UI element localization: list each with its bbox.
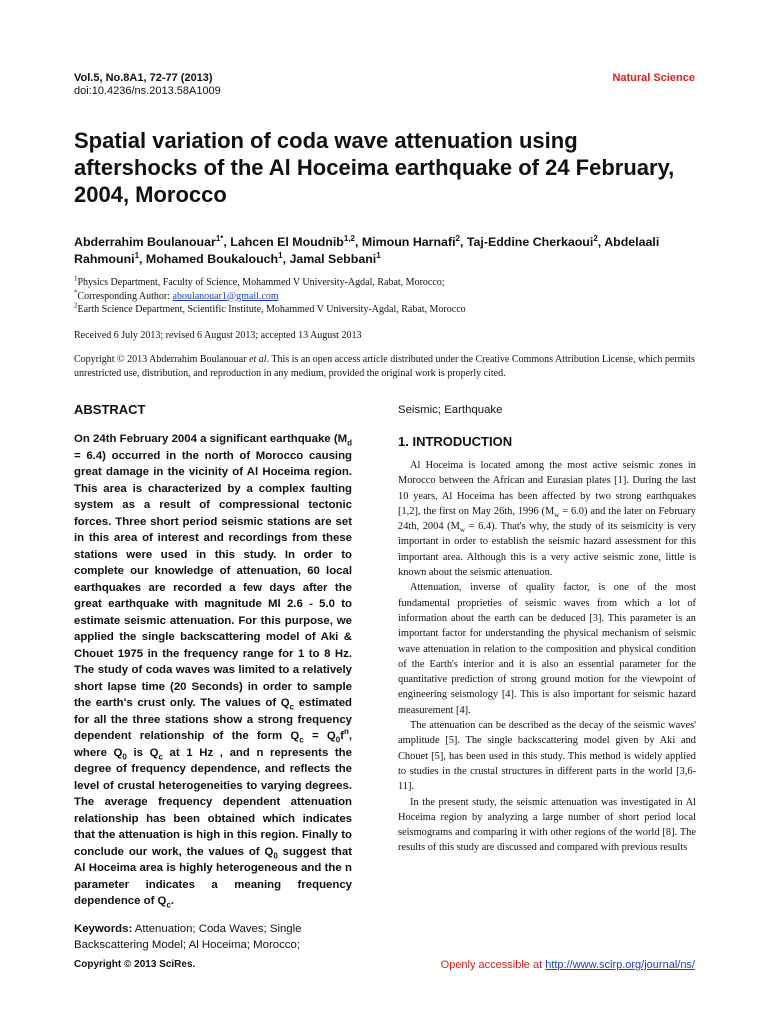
author-affil-mark: 1,2 bbox=[343, 233, 355, 243]
abstract-text: = Q bbox=[303, 730, 336, 742]
license-text: . This is an open access article distributed under the Creative Commons Attribution License, which permits unrestricted use, distribution, and reproduction in any medium, provided the original work is properly cited. bbox=[74, 354, 695, 379]
paragraph: The attenuation can be described as the decay of the seismic waves' amplitude [5]. The single backscattering model given by Aki and Chouet [5], has been used in this study. This method is widely applied to studies in the crustal structures in different parts in the world [3,6-11]. bbox=[398, 720, 696, 793]
author-affil-mark: 1* bbox=[215, 233, 224, 243]
abstract-text: . bbox=[170, 895, 175, 907]
affil-text: Earth Science Department, Scientific Institute, Mohammed V University-Agdal, Rabat, Morocco bbox=[77, 304, 466, 315]
author-affil-mark: 1 bbox=[134, 250, 140, 260]
author-affil-mark: 2 bbox=[455, 233, 460, 243]
footer-copyright: Copyright © 2013 SciRes. bbox=[74, 959, 196, 970]
affiliation-2 bbox=[74, 303, 700, 317]
abstract-text: estimated for all the three stations show a strong frequency dependent relationship of the form Q bbox=[74, 697, 352, 742]
superscript: n bbox=[343, 727, 349, 737]
abstract-text: suggest that Al Hoceima area is highly heterogeneous and the n parameter indicates a meaning frequency dependence of Q bbox=[74, 845, 352, 907]
introduction-heading: 1. INTRODUCTION bbox=[398, 434, 513, 449]
abstract-text: = 6.4) occurred in the north of Morocco causing great damage in the vicinity of Al Hoceima region. This area is characterized by a complex faulting system as a result of compressional tectonic forces. Three short period seismic stations are set in this area of interest and recordings from these stations were used in this study. In order to complete our knowledge of attenuation, 60 local earthquakes are recorded a few days after the great earthquake with magnitude Ml 2.6 - 5.0 to estimate seismic attenuation. For this purpose, we applied the single backscattering model of Aki & Chouet 1975 in the frequency range for 1 to 8 Hz. The study of coda waves was limited to a relatively short lapse time (20 Seconds) in order to sample the earth's crust only. The values of Q bbox=[74, 449, 352, 709]
subscript: c bbox=[158, 751, 163, 761]
email-link[interactable]: aboulanouar1@gmail.com bbox=[172, 290, 279, 302]
abstract-text: , where Q bbox=[74, 730, 353, 759]
subscript: d bbox=[347, 438, 352, 448]
affil-text: Physics Department, Faculty of Science, Mohammed V University-Agdal, Rabat, Morocco; bbox=[77, 277, 445, 288]
affil-mark: * bbox=[74, 288, 78, 297]
subscript: c bbox=[166, 900, 171, 910]
journal-name: Natural Science bbox=[612, 72, 695, 84]
author-affil-mark: 1 bbox=[376, 250, 381, 260]
keywords-label: Keywords: bbox=[74, 922, 133, 935]
right-column bbox=[398, 402, 696, 856]
subscript: c bbox=[289, 702, 295, 712]
subscript: w bbox=[459, 526, 465, 535]
open-access-text: Openly accessible at bbox=[440, 959, 546, 971]
keywords-continued: Seismic; Earthquake bbox=[398, 404, 503, 416]
author-name: Lahcen El Moudnib bbox=[230, 235, 344, 249]
copyright-notice bbox=[74, 353, 700, 380]
author-name: Jamal Sebbani bbox=[289, 252, 377, 266]
affiliations bbox=[74, 276, 700, 317]
volume-info: Vol.5, No.8A1, 72-77 (2013) bbox=[74, 72, 213, 84]
introduction-body bbox=[398, 458, 696, 856]
affil-mark: 2 bbox=[74, 301, 78, 310]
subscript: 0 bbox=[122, 751, 127, 761]
footer-access bbox=[441, 959, 695, 971]
subscript: 0 bbox=[335, 735, 341, 745]
paragraph: In the present study, the seismic attenuation was investigated in Al Hoceima region by analyzing a large number of short period local seismograms and comparing it with other regions of the world [8]. The results of this study are discussed and compared with previous results bbox=[398, 796, 696, 854]
author-list: Abderrahim Boulanouar$^{1*}$, Lahcen El Moudnib$^{1,2}$, Mimoun Harnafi$^2$, Taj-Eddine Cherkaoui$^2$, Abdelaali Rahmouni$^1$, Mohamed Boukalouch$^1$, Jamal Sebbani$^1$ bbox=[74, 233, 660, 266]
author-name: Abdelaali Rahmouni bbox=[74, 235, 660, 266]
doi: doi:10.4236/ns.2013.58A1009 bbox=[74, 85, 221, 97]
abstract-text: is Q bbox=[126, 746, 159, 759]
copyright-text: Copyright © 2013 Abderrahim Boulanouar bbox=[74, 354, 250, 365]
affil-mark: 1 bbox=[74, 274, 78, 283]
author-name: Abderrahim Boulanouar bbox=[74, 235, 216, 249]
paragraph-text: = 6.4). That's why, the study of its seismicity is very important in order to establish the seismic hazard assessment for this important area. Although this is a very active seismic zone, little is known about the seismic attenuation. bbox=[398, 521, 696, 579]
paragraph-text: Al Hoceima is located among the most active seismic zones in Morocco between the African and Eurasian plates [1]. During the last 10 years, Al Hoceima has been affected by two strong earthquakes [1,2], the first on May 26th, 1996 (M bbox=[398, 460, 696, 517]
author-name: Mimoun Harnafi bbox=[361, 235, 456, 249]
affiliation-1 bbox=[74, 276, 700, 290]
left-column bbox=[74, 402, 352, 954]
abstract-text: On 24th February 2004 a significant earthquake (M bbox=[74, 433, 348, 445]
subscript: 0 bbox=[273, 850, 278, 860]
journal-url-link[interactable]: http://www.scirp.org/journal/ns/ bbox=[545, 959, 695, 971]
author-name: Mohamed Boukalouch bbox=[145, 252, 279, 266]
abstract-text: at 1 Hz , and n represents the degree of frequency dependence, and reflects the level of crustal heterogeneities to varying degrees. The average frequency dependent attenuation relationship has been obtained which indicates that the attenuation is high in this region. Finally to conclude our work, the values of Q bbox=[74, 746, 352, 858]
received-dates: Received 6 July 2013; revised 6 August 2013; accepted 13 August 2013 bbox=[74, 330, 362, 341]
abstract-body bbox=[74, 431, 352, 910]
et-al: et al bbox=[249, 354, 267, 365]
article-title: Spatial variation of coda wave attenuation using aftershocks of the Al Hoceima earthquake of 24 February, 2004, Morocco bbox=[74, 128, 675, 207]
corr-label: Corresponding Author: bbox=[77, 290, 173, 302]
author-affil-mark: 1 bbox=[278, 250, 283, 260]
author-name: Taj-Eddine Cherkaoui bbox=[466, 235, 594, 249]
keywords bbox=[74, 921, 352, 954]
journal-header bbox=[74, 72, 221, 98]
paragraph bbox=[398, 458, 696, 580]
abstract-text: f bbox=[340, 730, 344, 742]
subscript: c bbox=[299, 735, 304, 745]
author-affil-mark: 2 bbox=[593, 233, 598, 243]
paragraph: Attenuation, inverse of quality factor, is one of the most fundamental proprieties of seismic waves from which a lot of information about the earth can be deduced [3]. This parameter is an important factor for understanding the physical mechanism of seismic wave attenuation in relation to the composition and physical condition of the Earth's interior and it is also an essential parameter for the quantitative prediction of strong ground motion for the viewpoint of engineering seismology [4]. This is also important for seismic hazard measurement [4]. bbox=[398, 582, 696, 716]
subscript: w bbox=[554, 510, 560, 519]
keywords-text: Attenuation; Coda Waves; Single Backscattering Model; Al Hoceima; Morocco; bbox=[74, 922, 302, 951]
abstract-heading: ABSTRACT bbox=[74, 402, 146, 417]
paragraph-text: = 6.0) and the later on February 24th, 2004 (M bbox=[398, 505, 696, 533]
corresponding-author bbox=[74, 290, 700, 304]
